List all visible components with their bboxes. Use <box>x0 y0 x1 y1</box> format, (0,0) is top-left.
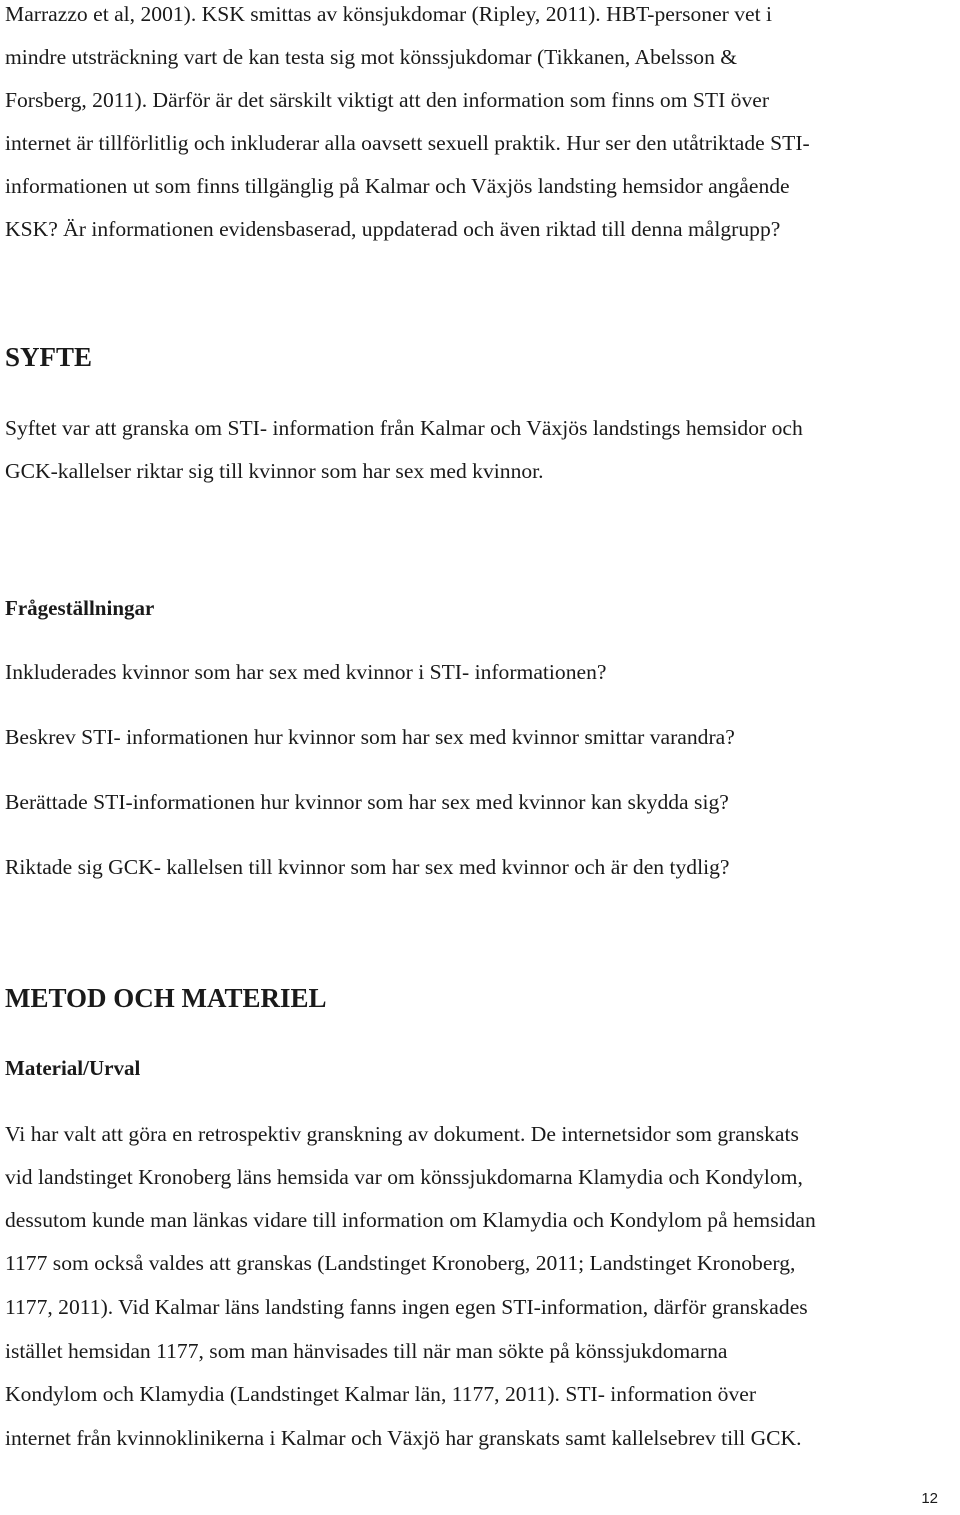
metod-line: dessutom kunde man länkas vidare till information om Klamydia och Kondylom på hemsidan <box>5 1208 816 1232</box>
intro-line: Forsberg, 2011). Därför är det särskilt viktigt att den information som finns om STI över <box>5 88 770 112</box>
metod-line: 1177, 2011). Vid Kalmar läns landsting fanns ingen egen STI-information, därför granskades <box>5 1295 808 1319</box>
page-number: 12 <box>921 1490 938 1507</box>
material-urval-subheading: Material/Urval <box>5 1056 141 1080</box>
fragestallningar-heading: Frågeställningar <box>5 596 155 620</box>
metod-line: Kondylom och Klamydia (Landstinget Kalmar län, 1177, 2011). STI- information över <box>5 1382 757 1406</box>
syfte-heading: SYFTE <box>5 342 93 372</box>
metod-heading: METOD OCH MATERIEL <box>5 983 327 1013</box>
metod-line: Vi har valt att göra en retrospektiv granskning av dokument. De internetsidor som granskats <box>5 1122 799 1146</box>
intro-line: KSK? Är informationen evidensbaserad, uppdaterad och även riktad till denna målgrupp? <box>5 217 781 241</box>
intro-line: mindre utsträckning vart de kan testa sig mot könssjukdomar (Tikkanen, Abelsson & <box>5 45 738 69</box>
metod-line: istället hemsidan 1177, som man hänvisades till när man sökte på könssjukdomarna <box>5 1339 728 1363</box>
intro-line: informationen ut som finns tillgänglig på Kalmar och Växjös landsting hemsidor angående <box>5 174 790 198</box>
intro-line: Marrazzo et al, 2001). KSK smittas av könsjukdomar (Ripley, 2011). HBT-personer vet i <box>5 2 773 26</box>
metod-line: 1177 som också valdes att granskas (Landstinget Kronoberg, 2011; Landstinget Kronoberg, <box>5 1251 796 1275</box>
syfte-line: GCK-kallelser riktar sig till kvinnor som har sex med kvinnor. <box>5 459 544 483</box>
intro-line: internet är tillförlitlig och inkluderar alla oavsett sexuell praktik. Hur ser den utåtriktade STI- <box>5 131 810 155</box>
question-item: Berättade STI-informationen hur kvinnor som har sex med kvinnor kan skydda sig? <box>5 790 729 814</box>
question-item: Beskrev STI- informationen hur kvinnor som har sex med kvinnor smittar varandra? <box>5 725 735 749</box>
metod-line: internet från kvinnoklinikerna i Kalmar och Växjö har granskats samt kallelsebrev till GCK. <box>5 1426 802 1450</box>
syfte-line: Syftet var att granska om STI- information från Kalmar och Växjös landstings hemsidor och <box>5 416 803 440</box>
question-item: Riktade sig GCK- kallelsen till kvinnor som har sex med kvinnor och är den tydlig? <box>5 855 730 879</box>
metod-line: vid landstinget Kronoberg läns hemsida var om könssjukdomarna Klamydia och Kondylom, <box>5 1165 803 1189</box>
question-item: Inkluderades kvinnor som har sex med kvinnor i STI- informationen? <box>5 660 607 684</box>
